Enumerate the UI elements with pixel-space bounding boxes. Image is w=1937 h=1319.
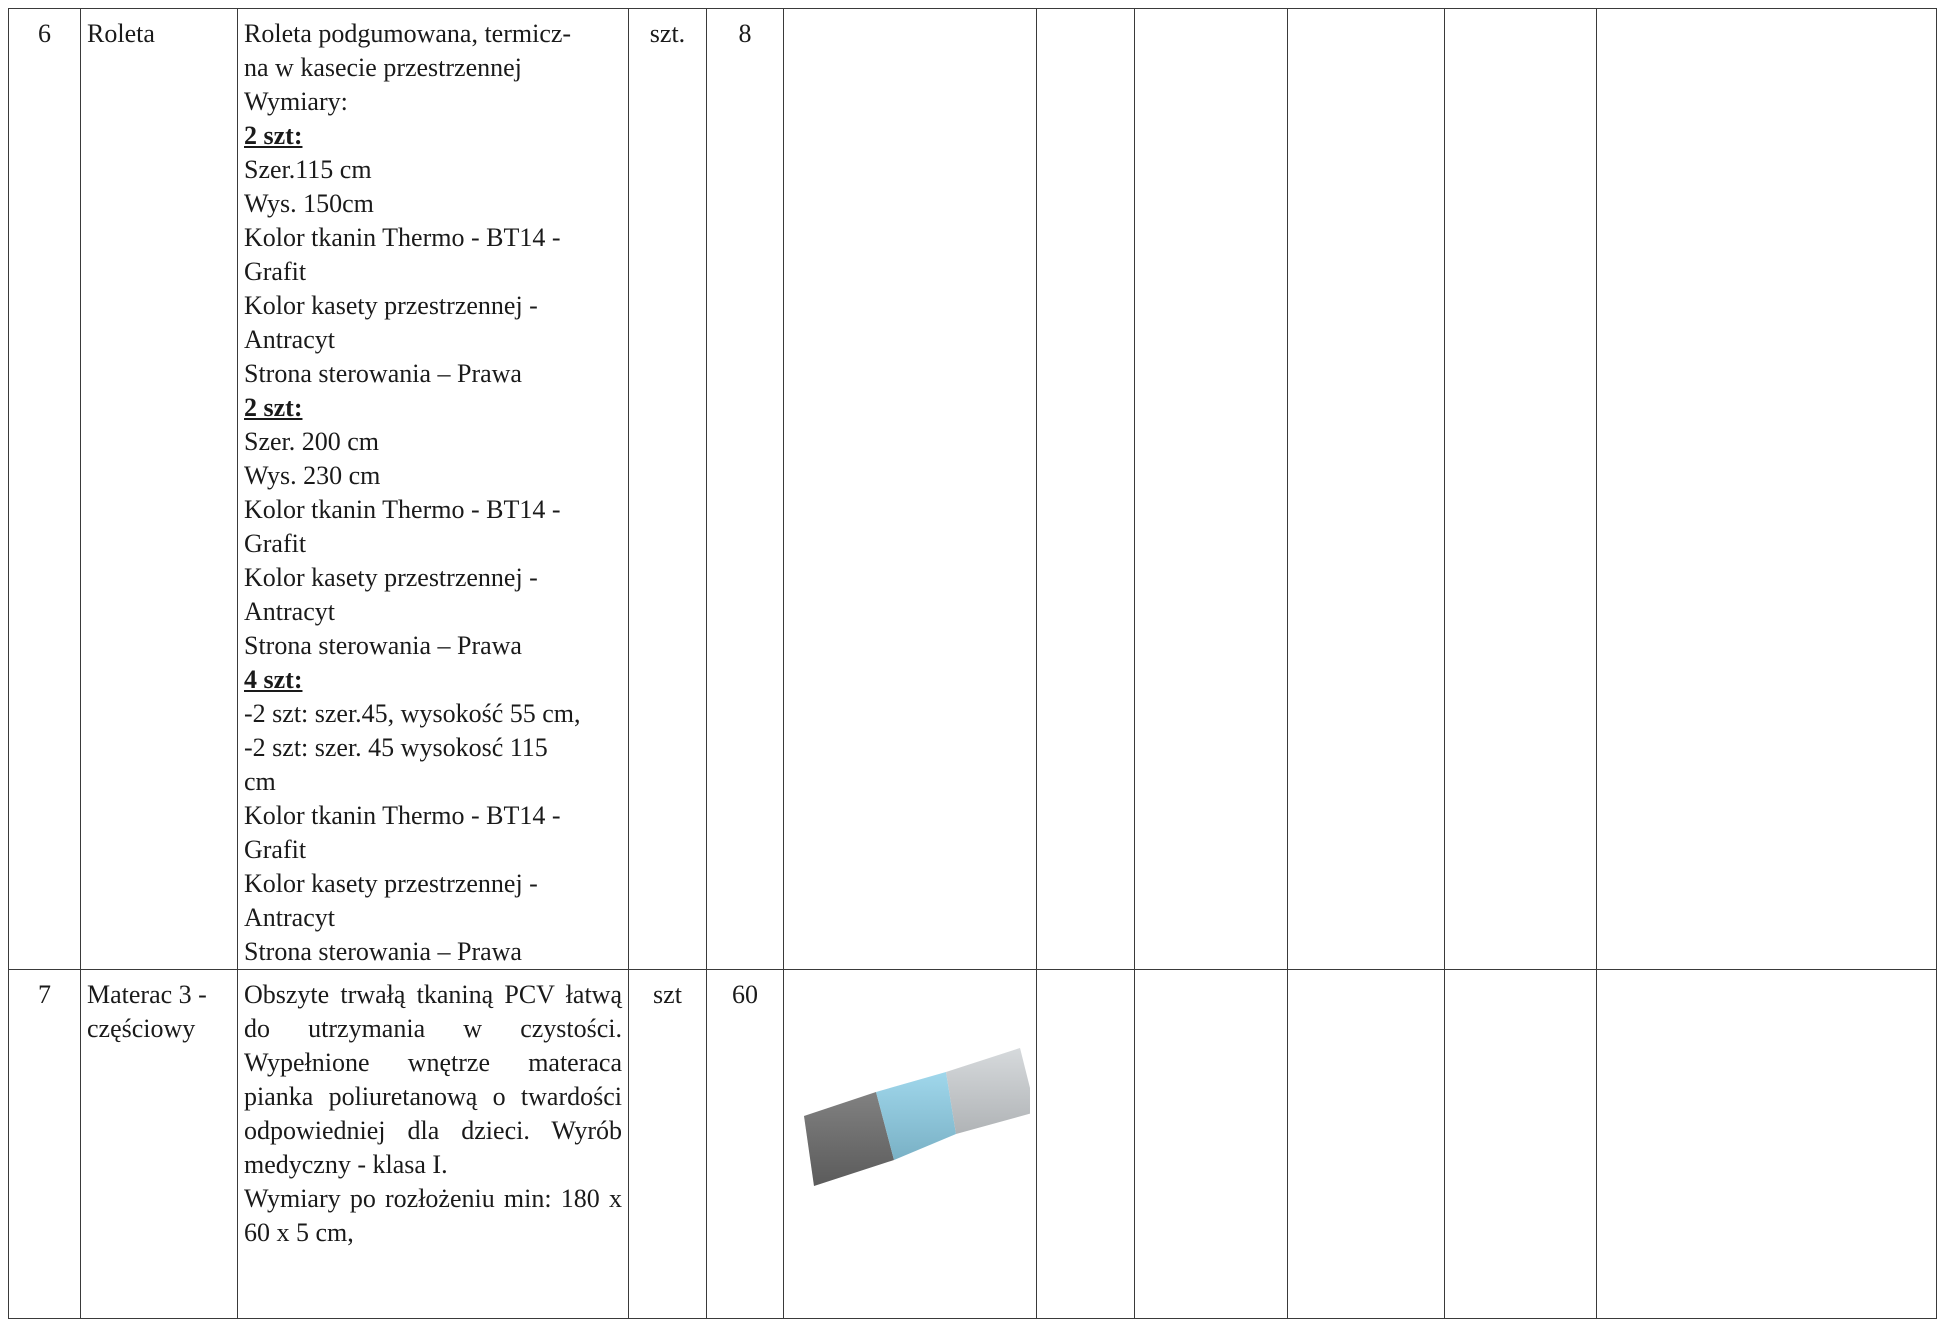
- description-paragraph: Obszyte trwałą tkaniną PCV łatwą do utrzymania w czystości. Wypełnione wnętrze materaca pianka poliuretanową o twardości odpowiedniej dla dzieci. Wyrób medyczny - klasa I.: [244, 980, 622, 1179]
- description-line: cm: [244, 767, 276, 796]
- row-number: 7: [9, 970, 81, 1319]
- row-number: 6: [9, 9, 81, 970]
- description-line: Grafit: [244, 257, 307, 286]
- description-line: Grafit: [244, 835, 307, 864]
- description-line: Antracyt: [244, 903, 335, 932]
- description-paragraph: Wymiary po rozłożeniu min: 180 x 60 x 5 cm,: [244, 1184, 622, 1247]
- description-line: Szer. 200 cm: [244, 427, 380, 456]
- description-line: Strona sterowania – Prawa: [244, 937, 522, 966]
- description-line: 2 szt:: [244, 121, 303, 150]
- description-line: Strona sterowania – Prawa: [244, 359, 522, 388]
- description-line: Antracyt: [244, 597, 335, 626]
- product-image-cell: [784, 970, 1037, 1319]
- item-description: [238, 9, 629, 970]
- table-row-6: [9, 9, 1937, 970]
- description-line: Roleta podgumowana, termicz-: [244, 19, 572, 48]
- description-line: Kolor kasety przestrzennej -: [244, 869, 538, 898]
- description-line: Kolor kasety przestrzennej -: [244, 291, 538, 320]
- item-name: [81, 970, 238, 1319]
- item-name-line: częściowy: [87, 1014, 196, 1043]
- empty-cell: [1597, 9, 1937, 970]
- empty-cell: [1037, 9, 1135, 970]
- description-line: Wys. 230 cm: [244, 461, 381, 490]
- description-lines: [244, 17, 622, 969]
- description-line: -2 szt: szer.45, wysokość 55 cm,: [244, 699, 581, 728]
- description-line: Strona sterowania – Prawa: [244, 631, 522, 660]
- description-line: 4 szt:: [244, 665, 303, 694]
- specification-table: [8, 8, 1937, 1319]
- empty-cell: [1445, 970, 1597, 1319]
- unit: szt.: [629, 9, 707, 970]
- item-name: Roleta: [81, 9, 238, 970]
- description-line: na w kasecie przestrzennej: [244, 53, 522, 82]
- description-line: Kolor tkanin Thermo - BT14 -: [244, 495, 561, 524]
- quantity: 60: [707, 970, 784, 1319]
- item-description: [238, 970, 629, 1319]
- unit: szt: [629, 970, 707, 1319]
- empty-cell: [1135, 970, 1288, 1319]
- empty-cell: [1288, 9, 1445, 970]
- description-line: Szer.115 cm: [244, 155, 372, 184]
- quantity: 8: [707, 9, 784, 970]
- description-line: Kolor tkanin Thermo - BT14 -: [244, 223, 561, 252]
- description-line: Grafit: [244, 529, 307, 558]
- empty-cell: [1445, 9, 1597, 970]
- empty-cell: [1597, 970, 1937, 1319]
- empty-cell: [1037, 970, 1135, 1319]
- description-line: Wys. 150cm: [244, 189, 374, 218]
- description-line: Antracyt: [244, 325, 335, 354]
- description-line: Wymiary:: [244, 87, 348, 116]
- description-line: 2 szt:: [244, 393, 303, 422]
- mattress-image: [800, 1038, 1030, 1188]
- table-row-7: [9, 970, 1937, 1319]
- mattress-shade: [946, 1048, 1030, 1134]
- item-name-line: Materac 3 -: [87, 980, 207, 1009]
- empty-cell: [1288, 970, 1445, 1319]
- description-line: Kolor kasety przestrzennej -: [244, 563, 538, 592]
- empty-cell-image: [784, 9, 1037, 970]
- empty-cell: [1135, 9, 1288, 970]
- description-line: Kolor tkanin Thermo - BT14 -: [244, 801, 561, 830]
- description-line: -2 szt: szer. 45 wysokosć 115: [244, 733, 548, 762]
